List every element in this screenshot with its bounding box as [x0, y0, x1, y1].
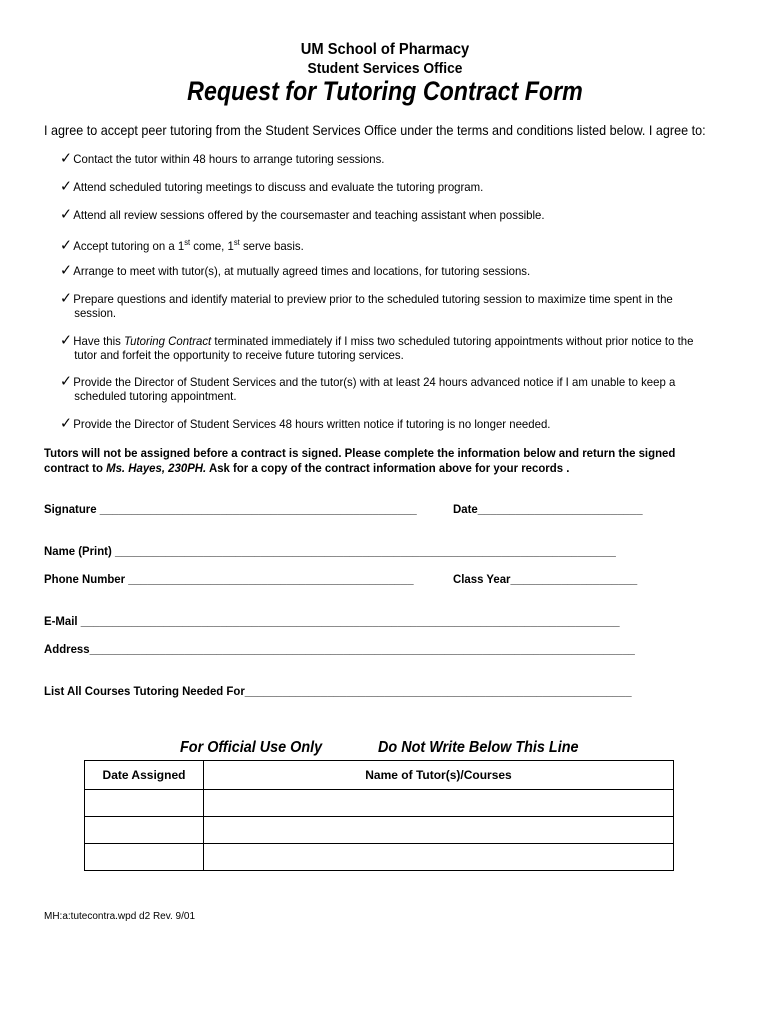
do-not-write-label: Do Not Write Below This Line — [378, 739, 579, 756]
checkmark-icon: ✓ — [60, 150, 72, 167]
term-text-continued: session. — [74, 306, 117, 320]
term-item — [60, 334, 697, 362]
term-text: Contact the tutor within 48 hours to arrange tutoring sessions. — [73, 152, 385, 166]
official-use-label: For Official Use Only — [180, 739, 323, 756]
school-name: UM School of Pharmacy — [300, 41, 470, 58]
name-field[interactable]: Name (Print) _______________________________________________________________________________ — [44, 544, 616, 558]
checkmark-icon: ✓ — [60, 206, 72, 223]
table-cell[interactable] — [204, 790, 674, 817]
table-header-row — [85, 761, 674, 790]
superscript: st — [233, 238, 240, 247]
table-cell[interactable] — [85, 817, 204, 844]
term-text-continued: tutor and forfeit the opportunity to receive future tutoring services. — [74, 348, 404, 362]
checkmark-icon: ✓ — [60, 262, 72, 279]
term-item — [60, 375, 697, 403]
term-item — [60, 264, 697, 278]
table-cell[interactable] — [85, 790, 204, 817]
table-row — [85, 844, 674, 871]
form-title: Request for Tutoring Contract Form — [187, 76, 583, 106]
instructions-notice — [44, 446, 709, 476]
term-item — [60, 180, 697, 194]
table-cell[interactable] — [85, 844, 204, 871]
notice-text: Ask for a copy of the contract information above for your records . — [206, 461, 570, 475]
term-text: come, 1 — [190, 239, 234, 253]
term-text-continued: scheduled tutoring appointment. — [74, 389, 237, 403]
checkmark-icon: ✓ — [60, 290, 72, 307]
term-text: Prepare questions and identify material to preview prior to the scheduled tutoring session to maximize time spent in the — [73, 292, 673, 306]
term-text: Provide the Director of Student Services 48 hours written notice if tutoring is no longer needed. — [73, 417, 551, 431]
table-row — [85, 790, 674, 817]
term-text: serve basis. — [239, 239, 304, 253]
courses-field[interactable]: List All Courses Tutoring Needed For_____________________________________________________________ — [44, 684, 632, 698]
term-item — [60, 236, 697, 253]
term-text: Provide the Director of Student Services and the tutor(s) with at least 24 hours advanced notice if I am unable to keep a — [73, 375, 676, 389]
notice-line — [44, 461, 709, 476]
signature-field[interactable]: Signature __________________________________________________ — [44, 502, 417, 516]
term-item — [60, 417, 697, 431]
official-use-table — [84, 760, 674, 871]
tutor-courses-header: Name of Tutor(s)/Courses — [204, 761, 674, 790]
date-assigned-header: Date Assigned — [85, 761, 204, 790]
date-field[interactable]: Date__________________________ — [453, 502, 643, 516]
address-field[interactable]: Address______________________________________________________________________________________ — [44, 642, 635, 656]
class-year-field[interactable]: Class Year____________________ — [453, 572, 638, 586]
checkmark-icon: ✓ — [60, 178, 72, 195]
table-cell[interactable] — [204, 817, 674, 844]
checkmark-icon: ✓ — [60, 415, 72, 432]
table-row — [85, 817, 674, 844]
intro-text: I agree to accept peer tutoring from the Student Services Office under the terms and conditions listed below. I agree to: — [44, 122, 706, 138]
checkmark-icon: ✓ — [60, 332, 72, 349]
term-text: Arrange to meet with tutor(s), at mutually agreed times and locations, for tutoring sessions. — [73, 264, 531, 278]
office-name: Student Services Office — [307, 60, 463, 77]
term-text: Attend scheduled tutoring meetings to discuss and evaluate the tutoring program. — [73, 180, 484, 194]
notice-text: contract to — [44, 461, 107, 475]
term-item — [60, 208, 697, 222]
term-text-italic: Tutoring Contract — [123, 334, 212, 348]
table-cell[interactable] — [204, 844, 674, 871]
term-text: terminated immediately if I miss two scheduled tutoring appointments without prior notice to the — [211, 334, 694, 348]
superscript: st — [184, 238, 191, 247]
term-item — [60, 152, 697, 166]
checkmark-icon: ✓ — [60, 237, 72, 254]
phone-field[interactable]: Phone Number _____________________________________________ — [44, 572, 414, 586]
checkmark-icon: ✓ — [60, 373, 72, 390]
email-field[interactable]: E-Mail _____________________________________________________________________________________ — [44, 614, 620, 628]
notice-line: Tutors will not be assigned before a contract is signed. Please complete the information below and return the signed — [44, 446, 676, 460]
term-text: Have this — [73, 334, 124, 348]
footer-revision: MH:a:tutecontra.wpd d2 Rev. 9/01 — [44, 911, 196, 922]
term-text: Attend all review sessions offered by the coursemaster and teaching assistant when possible. — [73, 208, 545, 222]
notice-contact: Ms. Hayes, 230PH. — [106, 461, 207, 475]
term-item — [60, 292, 697, 320]
term-text: Accept tutoring on a 1 — [73, 239, 185, 253]
